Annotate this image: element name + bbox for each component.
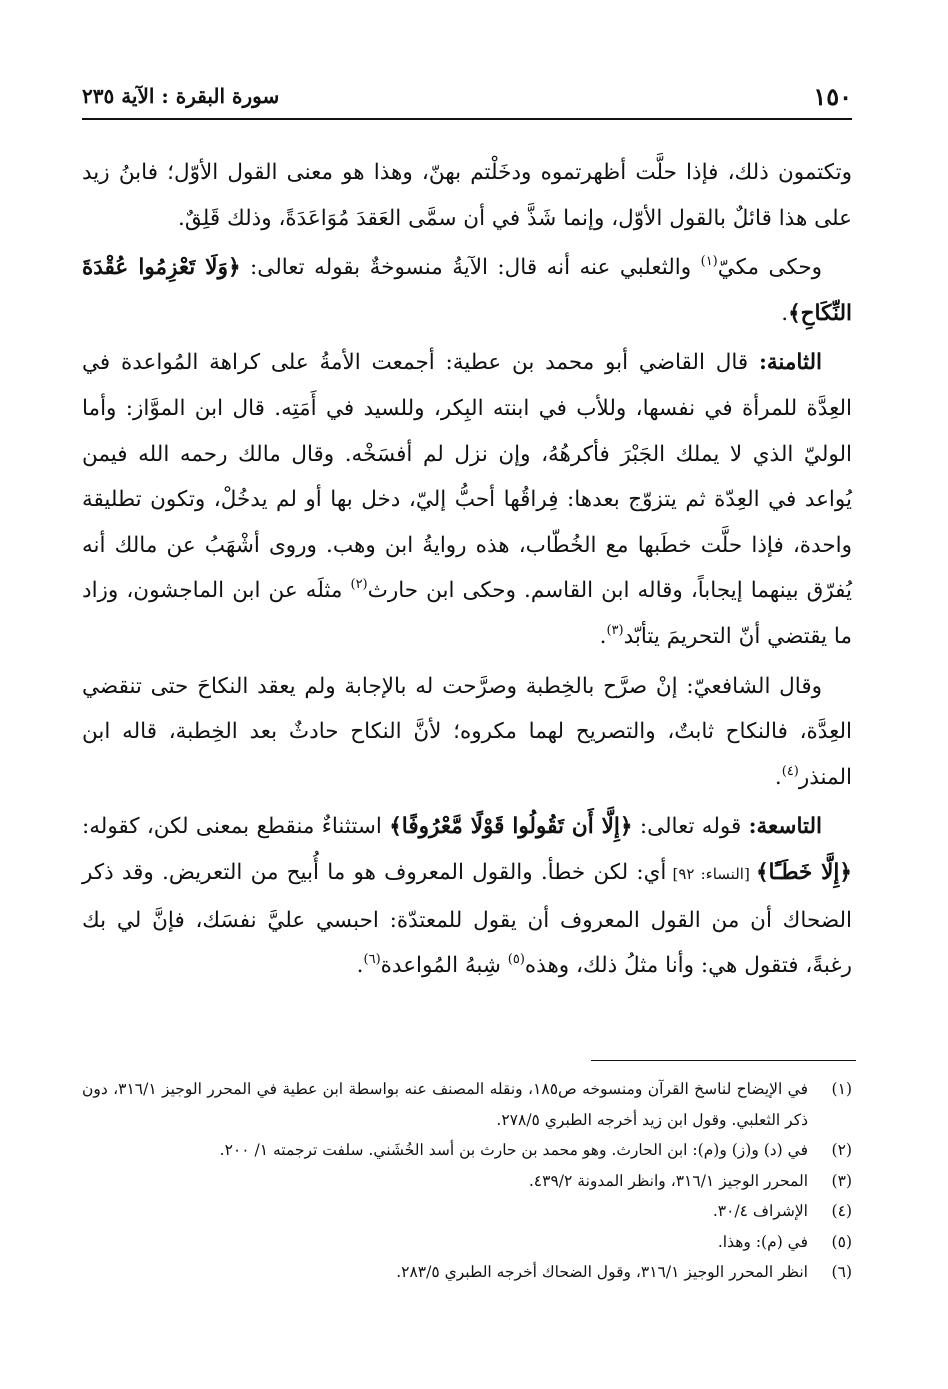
paragraph-text: . bbox=[781, 300, 789, 326]
footnote-marker: (٦) bbox=[363, 952, 381, 967]
paragraph-text: قال القاضي أبو محمد بن عطية: أجمعت الأمةُ على كراهة المُواعدة في العِدَّة للمرأة في نفسها، وللأب في ابنته البِكر، وللسيد في أَمَتِه. قال ابن الموَّاز: وأما الوليّ الذي لا يملك الجَبْرَ فأكرهُهُ، وإن نزل لم أفسَخْه. وقال مالك رحمه الله فيمن يُواعد في العِدّة ثم يتزوّج بعدها: فِراقُها أحبُّ إليّ، دخل بها أو لم يدخُلْ، وتكون تطليقة واحدة، فإذا حلَّت خطَبها مع الخُطّاب، هذه روايةُ ابن وهب. وروى أشْهَبُ عن مالك أنه يُفرّق بينهما إيجاباً، وقاله ابن القاسم. وحكى ابن حارث bbox=[82, 350, 853, 604]
paragraph-text: وتكتمون ذلك، فإذا حلَّت أظهرتموه ودخَلْتم بهنّ، وهذا هو معنى القول الأوّل؛ فابنُ زيد على هذا قائلٌ بالقول الأوّل، وإنما شَذَّ في أن سمَّى العَقدَ مُوَاعَدَةً، وذلك قَلِقٌ. bbox=[82, 160, 852, 231]
footnote-text: في الإيضاح لناسخ القرآن ومنسوخه ص١٨٥، ونقله المصنف عنه بواسطة ابن عطية في المحرر الوجيز ٣١٦/١، دون ذكر الثعلبي. وقول ابن زيد أخرجه الطبري ٢٧٨/٥. bbox=[82, 1080, 808, 1129]
paragraph-text: والثعلبي عنه أنه قال: الآيةُ منسوخةٌ بقوله تعالى: bbox=[240, 255, 701, 281]
quran-verse: ﴿إِلَّا خَطَـًٔا﴾ bbox=[755, 859, 852, 885]
footnote-separator bbox=[591, 1060, 856, 1061]
paragraph-text: قوله تعالى: bbox=[632, 814, 749, 840]
main-text bbox=[82, 150, 852, 993]
footnotes bbox=[82, 1074, 852, 1288]
paragraph-text: أي: لكن خطأ. والقول المعروف هو ما أُبيح من التعريض. وقد ذكر الضحاك أن من القول المعروف أن يقول للمعتدّة: احبسي عليَّ نفسَك، فإنَّ لي بك رغبةً، فتقول هي: وأنا مثلُ ذلك، وهذه bbox=[82, 859, 853, 979]
paragraph-2 bbox=[82, 245, 852, 336]
footnote-4 bbox=[82, 1196, 852, 1227]
footnote-number: (٥) bbox=[831, 1232, 852, 1251]
footnote-marker: (٥) bbox=[507, 952, 525, 967]
footnote-number: (٦) bbox=[831, 1263, 852, 1281]
page-header bbox=[82, 78, 852, 120]
footnote-3 bbox=[82, 1166, 852, 1197]
paragraph-3 bbox=[82, 340, 852, 659]
footnote-5 bbox=[82, 1227, 852, 1258]
paragraph-text: شِبهُ المُواعدة bbox=[380, 953, 508, 979]
footnote-6 bbox=[82, 1257, 852, 1288]
footnote-number: (٤) bbox=[831, 1202, 852, 1220]
footnote-text: انظر المحرر الوجيز ٣١٦/١، وقول الضحاك أخرجه الطبري ٢٨٣/٥. bbox=[396, 1263, 808, 1281]
footnote-marker: (١) bbox=[700, 254, 718, 270]
footnote-text: في (م): وهذا. bbox=[717, 1232, 808, 1251]
quran-verse: ﴿إِلَّا أَن تَقُولُوا قَوْلًا مَّعْرُوفًا﴾ bbox=[389, 814, 633, 840]
footnote-marker: (٤) bbox=[781, 763, 799, 779]
footnote-number: (٢) bbox=[831, 1141, 852, 1159]
footnote-text: المحرر الوجيز ٣١٦/١، وانظر المدونة ٤٣٩/٢. bbox=[528, 1171, 808, 1190]
footnote-text: الإشراف ٣٠/٤. bbox=[712, 1202, 808, 1220]
footnote-number: (٣) bbox=[831, 1171, 852, 1190]
paragraph-4 bbox=[82, 664, 852, 801]
paragraph-1 bbox=[82, 150, 852, 241]
footnote-number: (١) bbox=[831, 1080, 852, 1098]
section-lead: التاسعة: bbox=[748, 814, 823, 840]
footnote-text: في (د) و(ز) و(م): ابن الحارث. وهو محمد بن حارث بن أسد الخُشَني. سلفت ترجمته ١/ ٢٠٠. bbox=[219, 1141, 808, 1159]
paragraph-text: . bbox=[356, 953, 364, 979]
footnote-2 bbox=[82, 1135, 852, 1166]
running-head: سورة البقرة : الآية ٢٣٥ bbox=[82, 84, 280, 108]
paragraph-text: مثلَه عن ابن الماجشون، وزاد ما يقتضي أنّ التحريمَ يتأبّد bbox=[82, 578, 852, 649]
paragraph-text: استثناءٌ منقطع بمعنى لكن، كقوله: bbox=[82, 814, 390, 840]
page-number: ١٥٠ bbox=[813, 82, 852, 111]
verse-reference: [النساء: ٩٢] bbox=[666, 864, 756, 883]
paragraph-text: وقال الشافعيّ: إنْ صرَّح بالخِطبة وصرَّحت له بالإجابة ولم يعقد النكاحَ حتى تنقضي العِدَّة، فالنكاح ثابتٌ، والتصريح لهما مكروه؛ لأنَّ النكاح حادثٌ بعد الخِطبة، قاله ابن المنذر bbox=[82, 673, 852, 790]
footnote-1 bbox=[82, 1074, 852, 1135]
quran-verse: ﴿وَلَا تَعْزِمُوا عُقْدَةَ النِّكَاحِ﴾ bbox=[82, 255, 852, 326]
section-lead: الثامنة: bbox=[758, 350, 822, 376]
paragraph-text: . bbox=[774, 764, 782, 790]
footnote-marker: (٢) bbox=[350, 577, 368, 593]
paragraph-5 bbox=[82, 804, 852, 988]
footnote-marker: (٣) bbox=[606, 622, 624, 638]
paragraph-text: . bbox=[599, 623, 607, 649]
paragraph-text: وحكى مكيّ bbox=[717, 255, 822, 281]
